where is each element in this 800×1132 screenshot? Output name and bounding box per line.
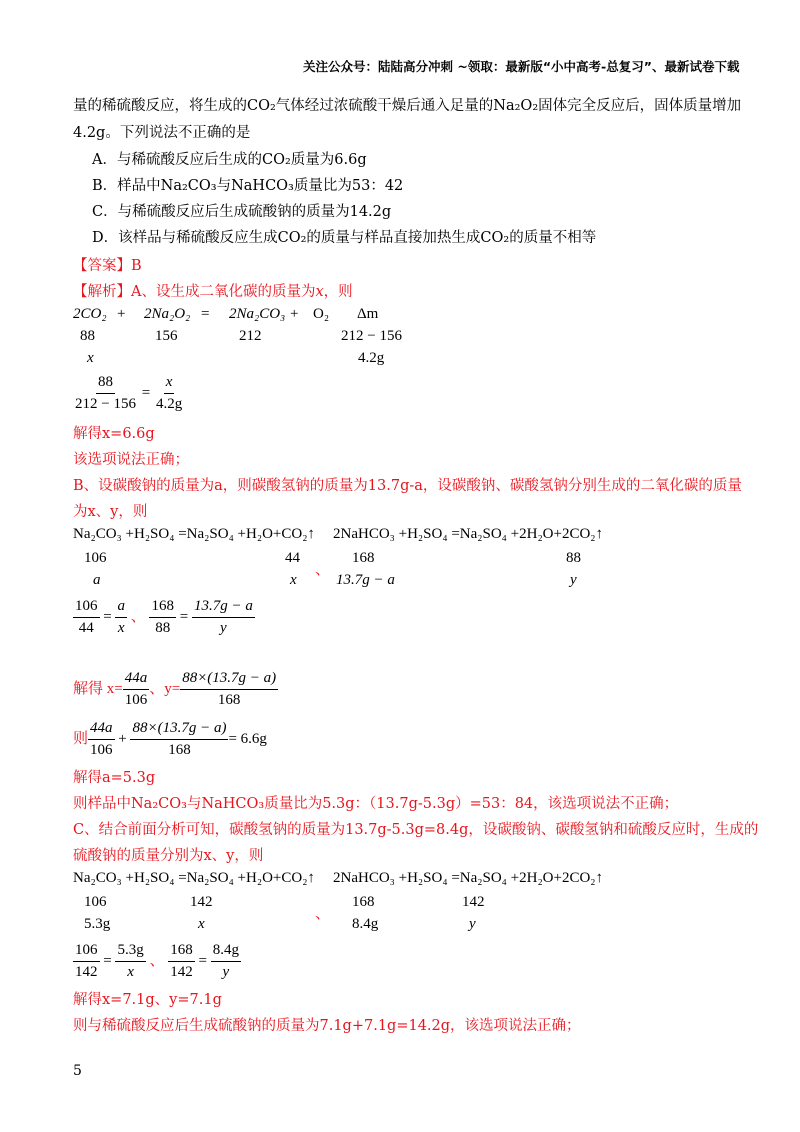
eq3-right-mass-1: 168	[352, 894, 375, 910]
ratio1-den1: 212 − 156	[75, 396, 136, 412]
ratio2-b-num: a	[115, 598, 127, 618]
solve2-label: 解得 x=	[73, 680, 123, 697]
answer-label: 【答案】	[73, 258, 131, 274]
ratio3-c-num: 168	[168, 942, 195, 962]
eq2-right-mass-1: 168	[352, 550, 375, 566]
solve-2	[73, 670, 278, 709]
answer-value: B	[131, 258, 142, 274]
ratio-3: $\frac{106}{142}$ = $\frac{5.3g}{x}$ 、 $\frac{168}{142}$ = $\frac{8.4g}{y}$	[75, 942, 239, 980]
answer-line	[73, 256, 142, 276]
eq3-right-unknown-2: y	[469, 916, 476, 932]
ratio2-c-num: 168	[149, 598, 176, 618]
conclusion-c: 则与稀硫酸反应后生成硫酸钠的质量为7.1g+7.1g=14.2g，该选项说法正确；	[73, 1018, 581, 1034]
analysis-b-line-1: B、设碳酸钠的质量为a，则碳酸氢钠的质量为13.7g-a，设碳酸钠、碳酸氢钠分别生成的二氧化碳的质量	[73, 478, 742, 494]
eq3-right-mass-2: 142	[462, 894, 485, 910]
option-c: C．与稀硫酸反应后生成硫酸钠的质量为14.2g	[92, 204, 392, 220]
eq2-right-unknown-1: 13.7g − a	[336, 572, 395, 588]
analysis-label: 【解析】	[73, 284, 131, 300]
solve2-separator: 、y=	[149, 680, 181, 697]
ratio3-d-den: y	[222, 964, 230, 980]
conclusion-b: 则样品中Na₂CO₃与NaHCO₃质量比为5.3g：（13.7g-5.3g）=53：84，该选项说法不正确；	[73, 796, 679, 812]
ratio3-c-den: 142	[170, 964, 193, 980]
eq3-left-mass-1: 106	[84, 894, 107, 910]
eq3-right-unknown-1: 8.4g	[352, 916, 379, 932]
eq2-left-unknown-2: x	[290, 572, 297, 588]
analysis-a-text: A、设生成二氧化碳的质量为	[131, 284, 316, 300]
analysis-a-then: ，则	[323, 284, 353, 300]
ratio3-a-den: 142	[75, 964, 98, 980]
eq1-term-na2co3: 2Na₂CO₃	[229, 306, 286, 322]
ratio2-d-den: y	[220, 620, 227, 636]
ratio2-separator: 、	[130, 608, 146, 625]
eq1-mass-delta: 212 − 156	[341, 328, 402, 344]
eq3-left-formula: Na₂CO₃ +H₂SO₄ =Na₂SO₄ +H₂O+CO₂↑	[73, 870, 315, 886]
option-a: A．与稀硫酸反应后生成的CO₂质量为6.6g	[92, 152, 367, 168]
solve2-x-num: 44a	[123, 670, 150, 690]
eq2-left-mass-2: 44	[285, 550, 300, 566]
eq1-unknown-dm: 4.2g	[358, 350, 385, 366]
ratio-2: $\frac{106}{44}$ = $\frac{a}{x}$ 、 $\frac{168}{88}$ = $\frac{13.7g - a}{y}$	[75, 598, 253, 636]
eq3-right-formula: 2NaHCO₃ +H₂SO₄ =Na₂SO₄ +2H₂O+2CO₂↑	[333, 870, 604, 886]
ratio3-b-num: 5.3g	[115, 942, 145, 962]
question-line-1: 量的稀硫酸反应，将生成的CO₂气体经过浓硫酸干燥后通入足量的Na₂O₂固体完全反应后，固体质量增加	[73, 98, 742, 114]
eq1-plus-1: +	[117, 306, 126, 322]
eq1-delta-m: Δm	[357, 306, 379, 322]
eq1-plus-2: +	[290, 306, 299, 322]
eq2-separator: 、	[315, 562, 331, 578]
then-num1: 44a	[88, 720, 115, 740]
eq2-left-mass-1: 106	[84, 550, 107, 566]
ratio1-num2: x	[164, 374, 175, 394]
ratio2-c-den: 88	[155, 620, 171, 636]
conclusion-a: 该选项说法正确；	[73, 452, 189, 468]
ratio3-d-num: 8.4g	[211, 942, 241, 962]
then-num2: 88×(13.7g − a)	[130, 720, 228, 740]
eq1-term-co2: 2CO₂	[73, 306, 107, 322]
ratio1-den2: 4.2g	[155, 396, 183, 412]
eq2-right-unknown-2: y	[570, 572, 577, 588]
ratio2-d-num: 13.7g − a	[192, 598, 255, 618]
solve-4: 解得x=7.1g、y=7.1g	[73, 992, 222, 1008]
eq1-term-na2o2: 2Na₂O₂	[144, 306, 191, 322]
page-number: 5	[73, 1063, 82, 1079]
eq3-left-unknown-2: x	[198, 916, 205, 932]
eq3-left-unknown-1: 5.3g	[84, 916, 111, 932]
option-b: B．样品中Na₂CO₃与NaHCO₃质量比为53：42	[92, 178, 404, 194]
analysis-a-var: x	[315, 284, 324, 300]
ratio3-separator: 、	[149, 952, 165, 969]
ratio2-a-den: 44	[78, 620, 94, 636]
eq1-equals: =	[201, 306, 210, 322]
eq1-unknown-x: x	[87, 350, 94, 366]
ratio2-b-den: x	[117, 620, 125, 636]
eq2-left-unknown-1: a	[93, 572, 101, 588]
solve2-y-den: 168	[217, 692, 241, 708]
option-d: D．该样品与稀硫酸反应生成CO₂的质量与样品直接加热生成CO₂的质量不相等	[92, 230, 597, 246]
then-result: = 6.6g	[228, 730, 267, 747]
page-header: 关注公众号：陆陆高分冲刺 ~领取：最新版“小中高考-总复习”、最新试卷下载	[303, 59, 740, 74]
question-line-2: 4.2g。下列说法不正确的是	[73, 125, 251, 141]
eq3-separator: 、	[315, 906, 331, 922]
eq1-mass-na2o2: 156	[155, 328, 178, 344]
then-equation: 则 $\frac{44a}{106}$ + $\frac{88\times(13.7g - a)}{168}$ = 6.6g	[73, 720, 267, 758]
eq3-left-mass-2: 142	[190, 894, 213, 910]
eq1-mass-co2: 88	[80, 328, 95, 344]
ratio-1: $\frac{88}{212 - 156}$ = $\frac{x}{4.2g}$	[75, 374, 183, 412]
then-den2: 168	[168, 742, 191, 758]
then-den1: 106	[90, 742, 113, 758]
eq2-right-formula: 2NaHCO₃ +H₂SO₄ =Na₂SO₄ +2H₂O+2CO₂↑	[333, 526, 604, 542]
eq2-right-mass-2: 88	[566, 550, 581, 566]
eq1-term-o2: O₂	[313, 306, 330, 322]
analysis-b-line-2: 为x、y，则	[73, 504, 148, 520]
eq1-mass-na2co3: 212	[239, 328, 262, 344]
solve2-x-den: 106	[124, 692, 148, 708]
ratio1-num1: 88	[96, 374, 115, 394]
solve2-y-num: 88×(13.7g − a)	[180, 670, 278, 690]
analysis-a-intro	[73, 282, 353, 302]
ratio3-a-num: 106	[73, 942, 100, 962]
ratio2-a-num: 106	[73, 598, 100, 618]
analysis-c-line-1: C、结合前面分析可知，碳酸氢钠的质量为13.7g-5.3g=8.4g，设碳酸钠、碳酸氢钠和硫酸反应时，生成的	[73, 822, 759, 838]
solve-1: 解得x=6.6g	[73, 426, 155, 442]
eq2-left-formula: Na₂CO₃ +H₂SO₄ =Na₂SO₄ +H₂O+CO₂↑	[73, 526, 315, 542]
analysis-c-line-2: 硫酸钠的质量分别为x、y，则	[73, 848, 264, 864]
solve-3: 解得a=5.3g	[73, 770, 156, 786]
then-label: 则	[73, 730, 89, 747]
ratio3-b-den: x	[127, 964, 134, 980]
